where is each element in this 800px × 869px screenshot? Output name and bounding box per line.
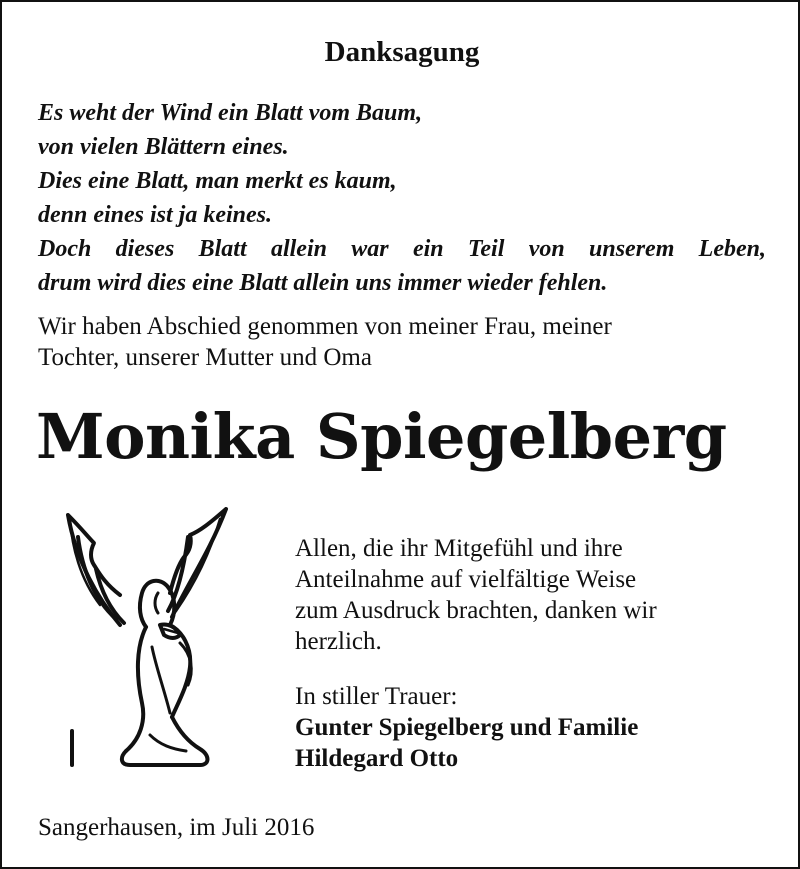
mourning-label: In stiller Trauer: <box>295 683 458 710</box>
thanks-line: zum Ausdruck brachten, danken wir <box>295 597 657 624</box>
mourner-name: Hildegard Otto <box>295 745 459 772</box>
notice-title: Danksagung <box>324 36 480 68</box>
poem-line: von vielen Blättern eines. <box>38 134 289 160</box>
poem-line: denn eines ist ja keines. <box>38 202 273 228</box>
poem-line: Doch dieses Blatt allein war ein Teil von unserem Leben, <box>38 236 766 262</box>
intro-text <box>38 311 768 373</box>
deceased-name: Monika Spiegelberg <box>36 400 727 473</box>
poem-line: drum wird dies eine Blatt allein uns immer wieder fehlen. <box>38 270 608 296</box>
praying-angel-icon <box>60 507 230 772</box>
thanks-line: Anteilnahme auf vielfältige Weise <box>295 566 637 593</box>
poem-line: Es weht der Wind ein Blatt vom Baum, <box>38 100 423 126</box>
thanks-line: herzlich. <box>295 628 382 655</box>
thanks-text <box>295 533 765 657</box>
intro-line: Tochter, unserer Mutter und Oma <box>38 344 372 371</box>
thanks-line: Allen, die ihr Mitgefühl und ihre <box>295 535 623 562</box>
poem <box>38 96 766 300</box>
poem-line: Dies eine Blatt, man merkt es kaum, <box>38 168 397 194</box>
mourners-block <box>295 681 765 774</box>
mourner-name: Gunter Spiegelberg und Familie <box>295 714 639 741</box>
intro-line: Wir haben Abschied genommen von meiner Frau, meiner <box>38 313 612 340</box>
place-date: Sangerhausen, im Juli 2016 <box>38 814 315 841</box>
